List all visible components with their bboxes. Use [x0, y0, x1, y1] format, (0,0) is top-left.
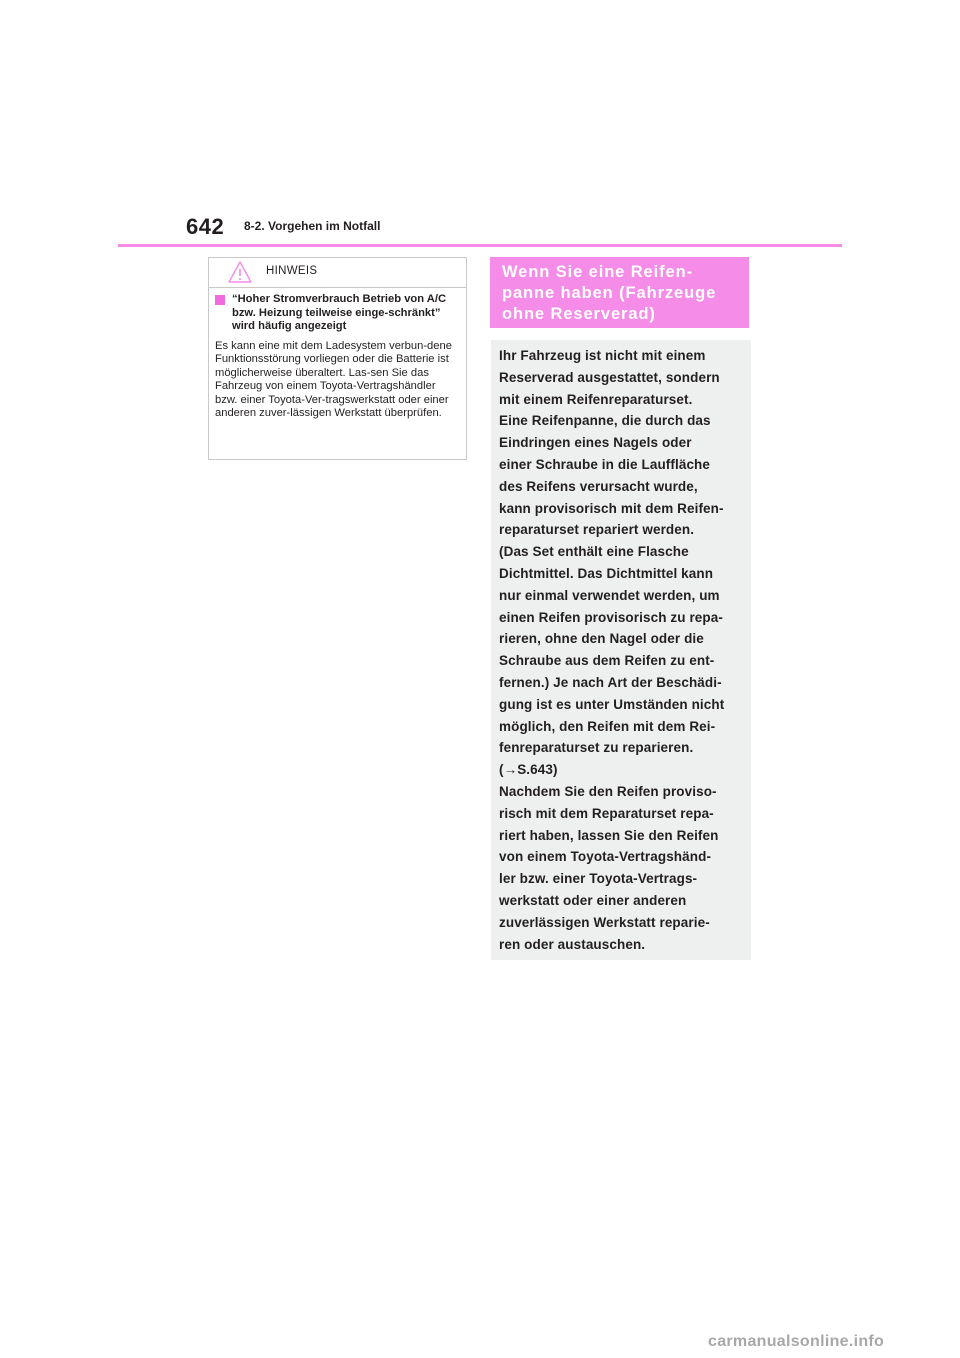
- info-text: Ihr Fahrzeug ist nicht mit einem Reserverad ausgestattet, sondern mit einem Reifenreparaturset. Eine Reifenpanne, die durch das Eindringen eines Nagels oder einer Schraube in die Lauffläche des Reifens verursacht wurde, kann provisorisch mit dem Reifen- reparaturset repariert werden. (Das Set enthält eine Flasche Dichtmittel. Das Dichtmittel kann nur einmal verwendet werden, um einen Reifen provisorisch zu repa- rieren, ohne den Nagel oder die Schraube aus dem Reifen zu ent- fernen.) Je nach Art der Beschädi- gung ist es unter Umständen nicht möglich, den Reifen mit dem Rei- fenreparaturset zu reparieren. (→S.643) Nachdem Sie den Reifen proviso- risch mit dem Reparaturset repa- riert haben, lassen Sie den Reifen von einem Toyota-Vertragshänd- ler bzw. einer Toyota-Vertrags- werkstatt oder einer anderen zuverlässigen Werkstatt reparie- ren oder austauschen.: [499, 348, 725, 952]
- info-box: [491, 340, 751, 960]
- notice-item: [215, 293, 460, 334]
- notice-item-title: “Hoher Stromverbrauch Betrieb von A/C bzw. Heizung teilweise einge-schränkt” wird häufig angezeigt: [232, 293, 447, 332]
- notice-text: Es kann eine mit dem Ladesystem verbun-dene Funktionsstörung vorliegen oder die Batterie ist möglicherweise überaltert. Las-sen Sie das Fahrzeug von einem Toyota-Vertragshändler bzw. einer Toyota-Ver-tragswerkstatt oder einer anderen zuver-lässigen Werkstatt überprüfen.: [215, 339, 452, 419]
- notice-box: [208, 257, 467, 460]
- page-number: 642: [186, 214, 225, 239]
- watermark: carmanualsonline.info: [708, 1333, 885, 1350]
- notice-label: HINWEIS: [266, 265, 318, 277]
- header-rule: [118, 244, 842, 247]
- warning-triangle-icon: [227, 260, 253, 284]
- notice-header: [209, 258, 466, 288]
- section-title: 8-2. Vorgehen im Notfall: [244, 219, 381, 233]
- square-bullet-icon: [215, 295, 225, 305]
- notice-body: [209, 288, 466, 421]
- section-heading: Wenn Sie eine Reifen-panne haben (Fahrzeuge ohne Reserverad): [490, 257, 749, 328]
